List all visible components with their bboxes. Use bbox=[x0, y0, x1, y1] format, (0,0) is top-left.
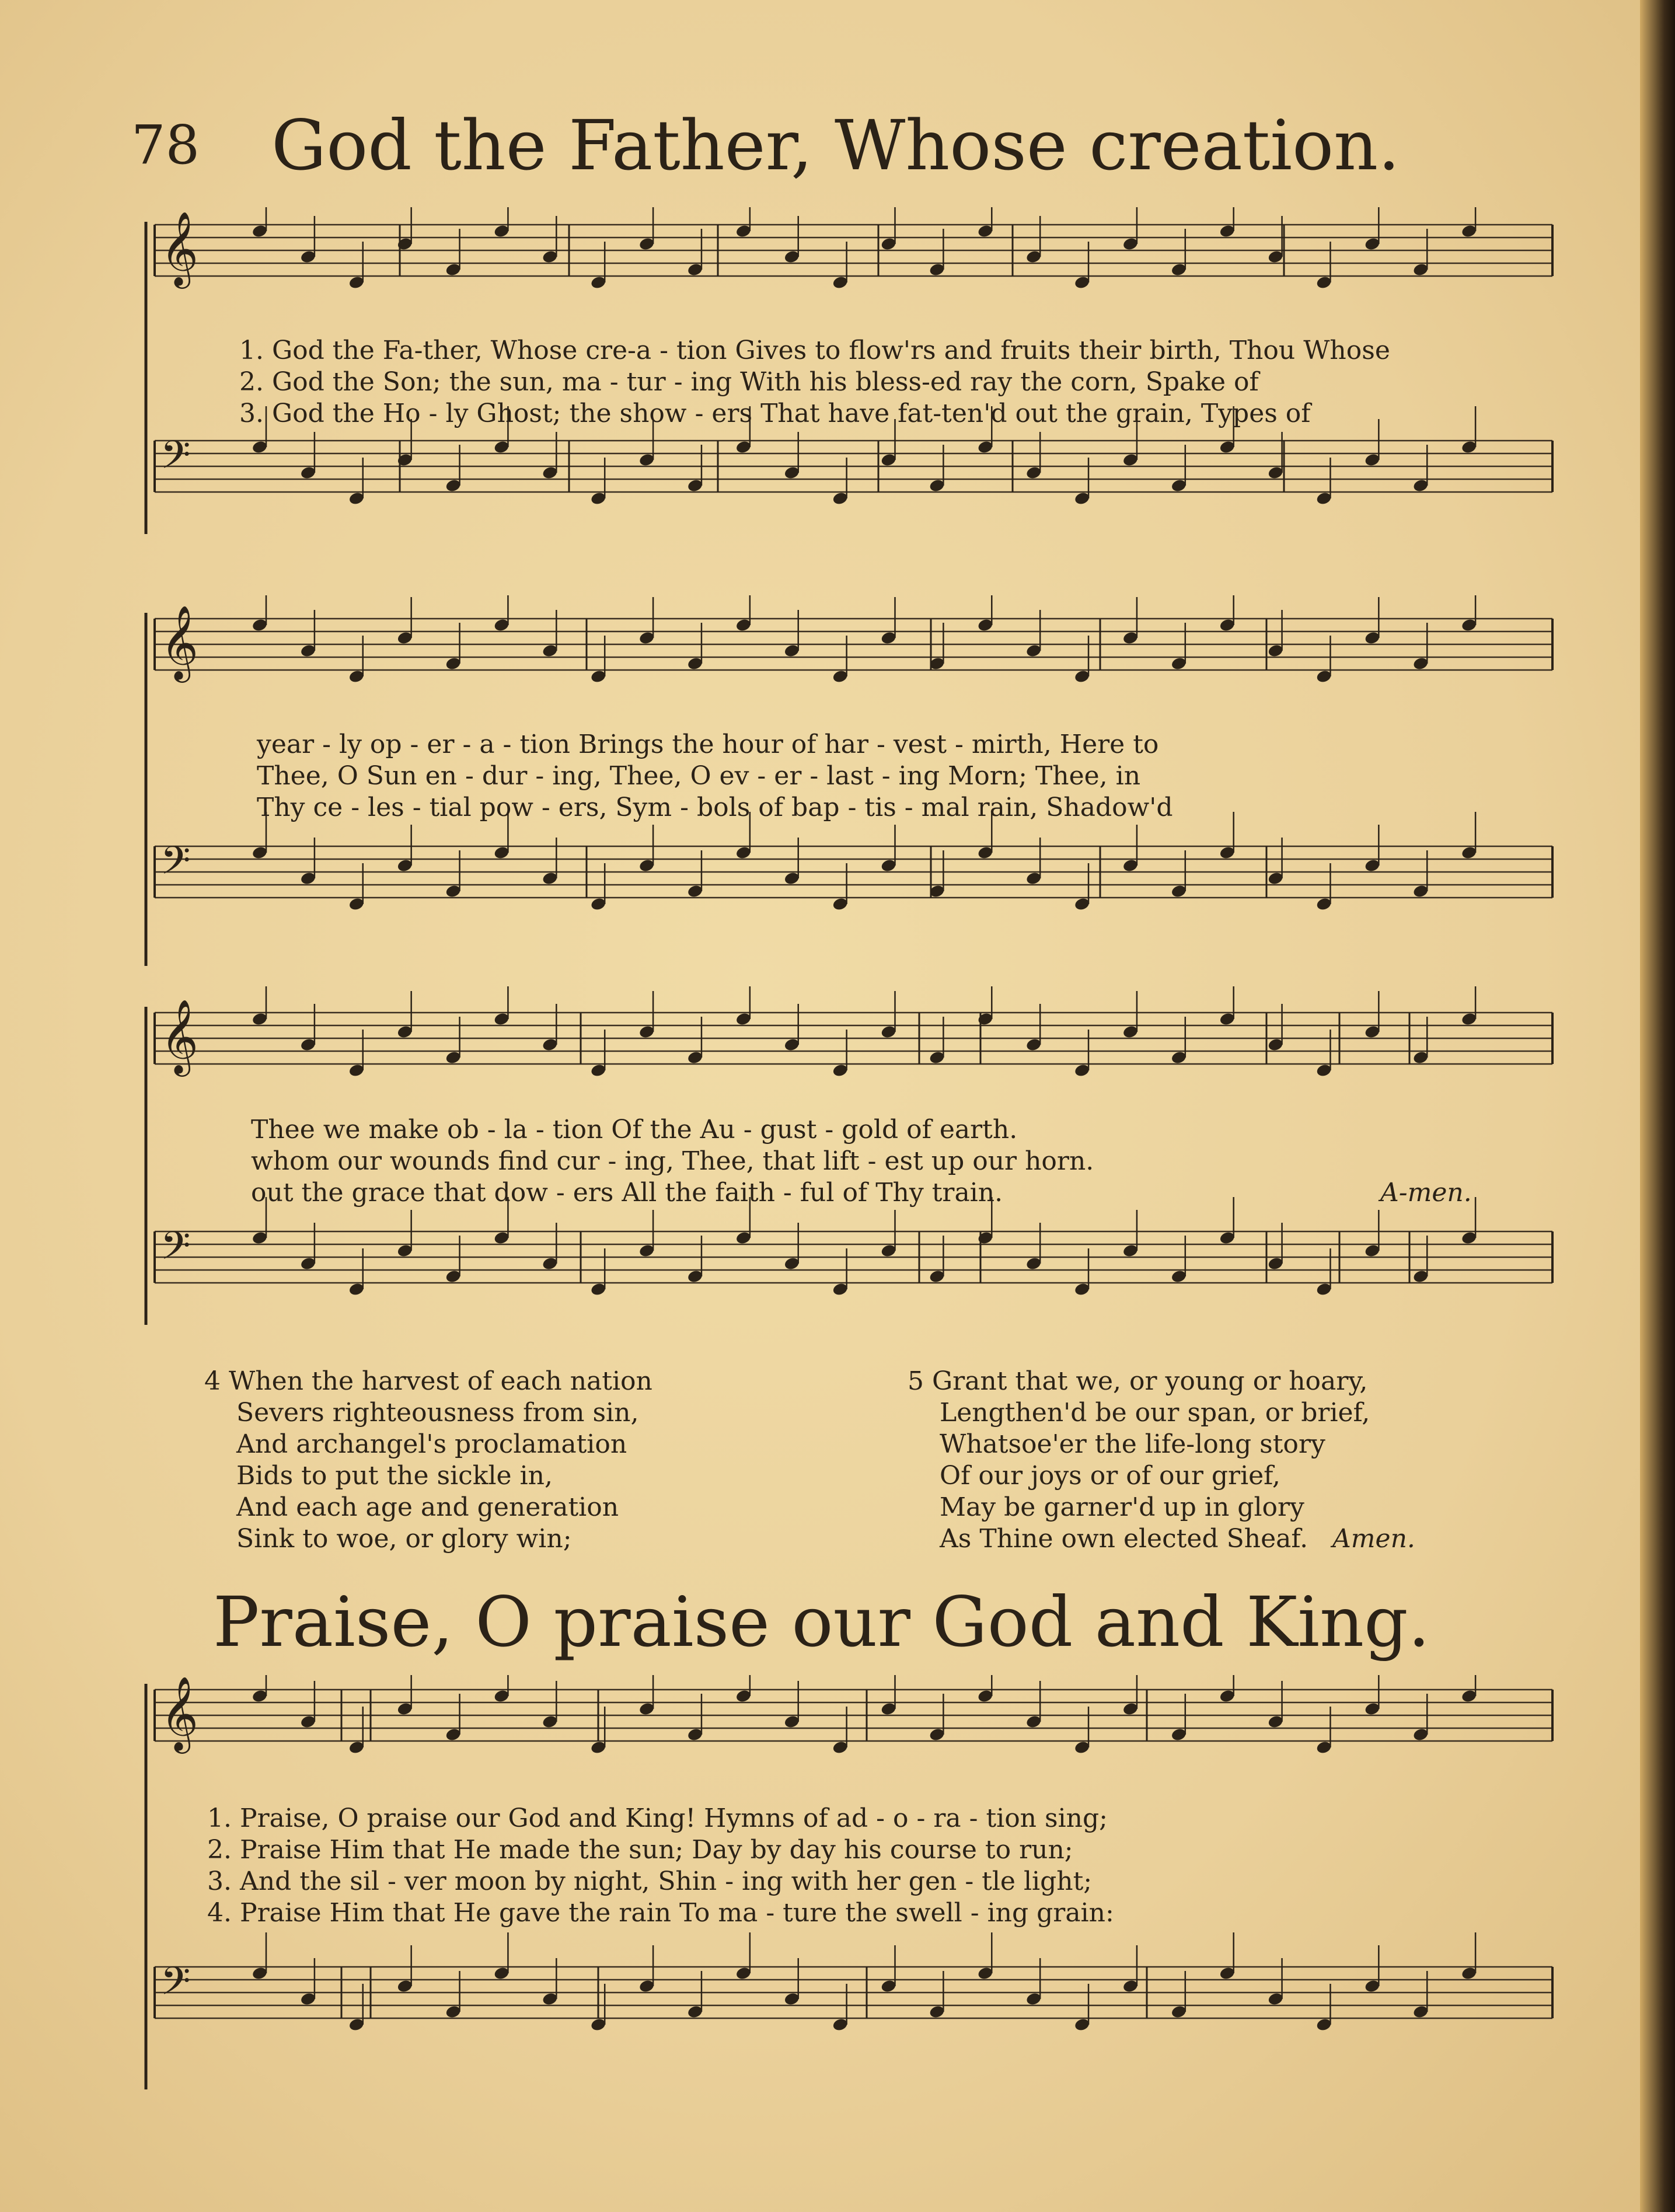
bass-clef-icon: 𝄢 bbox=[160, 1959, 191, 2013]
stanza-line: Severs righteousness from sin, bbox=[236, 1398, 639, 1428]
amen-label: Amen. bbox=[1332, 1524, 1415, 1554]
stanza-line: When the harvest of each nation bbox=[229, 1366, 652, 1396]
treble-clef-icon: 𝄞 bbox=[160, 605, 199, 679]
stanza-5 bbox=[908, 1366, 1415, 1555]
bass-staff bbox=[155, 1197, 1552, 1297]
stanza-number: 4 bbox=[204, 1366, 221, 1396]
lyric-verse-1: Thee we make ob - la - tion Of the Au - gust - gold of earth. bbox=[251, 1115, 1018, 1145]
lyric-verse-1: 1. God the Fa-ther, Whose cre-a - tion Gives to flow'rs and fruits their birth, Thou Whose bbox=[239, 336, 1390, 365]
lyric-verse-2: 2. God the Son; the sun, ma - tur - ing With his bless-ed ray the corn, Spake of bbox=[239, 367, 1259, 397]
bass-staff bbox=[155, 1932, 1552, 2032]
treble-staff bbox=[155, 595, 1552, 684]
stanza-line: And each age and generation bbox=[236, 1492, 619, 1522]
treble-clef-icon: 𝄞 bbox=[160, 999, 199, 1073]
stanza-line: Whatsoe'er the life-long story bbox=[940, 1429, 1325, 1459]
lyric-verse-3: out the grace that dow - ers All the faith - ful of Thy train. bbox=[251, 1178, 1003, 1208]
hymn-title-1: God the Father, Whose creation. bbox=[271, 105, 1400, 186]
treble-staff bbox=[155, 1675, 1552, 1755]
page-number: 78 bbox=[131, 114, 200, 176]
book-spine-shadow bbox=[1640, 0, 1675, 2212]
treble-clef-icon: 𝄞 bbox=[160, 1676, 199, 1750]
lyric-verse-3: 3. And the sil - ver moon by night, Shin - ing with her gen - tle light; bbox=[207, 1866, 1093, 1896]
bass-clef-icon: 𝄢 bbox=[160, 432, 191, 487]
treble-staff bbox=[155, 207, 1552, 290]
lyric-verse-4: 4. Praise Him that He gave the rain To ma - ture the swell - ing grain: bbox=[207, 1898, 1114, 1928]
hymn-title-2: Praise, O praise our God and King. bbox=[213, 1582, 1430, 1662]
lyric-verse-3: 3. God the Ho - ly Ghost; the show - ers That have fat-ten'd out the grain, Types of bbox=[239, 399, 1311, 428]
lyric-verse-2: whom our wounds find cur - ing, Thee, that lift - est up our horn. bbox=[251, 1146, 1094, 1176]
lyric-verse-3: Thy ce - les - tial pow - ers, Sym - bols of bap - tis - mal rain, Shadow'd bbox=[257, 793, 1173, 822]
stanza-line: Bids to put the sickle in, bbox=[236, 1461, 553, 1491]
stanza-line: Sink to woe, or glory win; bbox=[236, 1524, 572, 1554]
stanza-4 bbox=[204, 1366, 652, 1555]
stanza-line: And archangel's proclamation bbox=[236, 1429, 627, 1459]
amen-label: A-men. bbox=[1380, 1178, 1472, 1208]
bass-clef-icon: 𝄢 bbox=[160, 1223, 191, 1278]
stanza-number: 5 bbox=[908, 1366, 924, 1396]
stanza-line: May be garner'd up in glory bbox=[940, 1492, 1304, 1522]
stanza-line: As Thine own elected Sheaf. bbox=[940, 1524, 1308, 1554]
treble-clef-icon: 𝄞 bbox=[160, 211, 199, 285]
lyric-verse-2: 2. Praise Him that He made the sun; Day by day his course to run; bbox=[207, 1835, 1073, 1865]
bass-clef-icon: 𝄢 bbox=[160, 838, 191, 892]
lyric-verse-1: year - ly op - er - a - tion Brings the hour of har - vest - mirth, Here to bbox=[257, 730, 1159, 759]
bass-staff bbox=[155, 812, 1552, 912]
lyric-verse-2: Thee, O Sun en - dur - ing, Thee, O ev - er - last - ing Morn; Thee, in bbox=[257, 761, 1141, 791]
lyric-verse-1: 1. Praise, O praise our God and King! Hymns of ad - o - ra - tion sing; bbox=[207, 1803, 1108, 1833]
stanza-line: Lengthen'd be our span, or brief, bbox=[940, 1398, 1370, 1428]
stanza-line: Of our joys or of our grief, bbox=[940, 1461, 1280, 1491]
stanza-line: Grant that we, or young or hoary, bbox=[932, 1366, 1368, 1396]
treble-staff bbox=[155, 986, 1552, 1078]
